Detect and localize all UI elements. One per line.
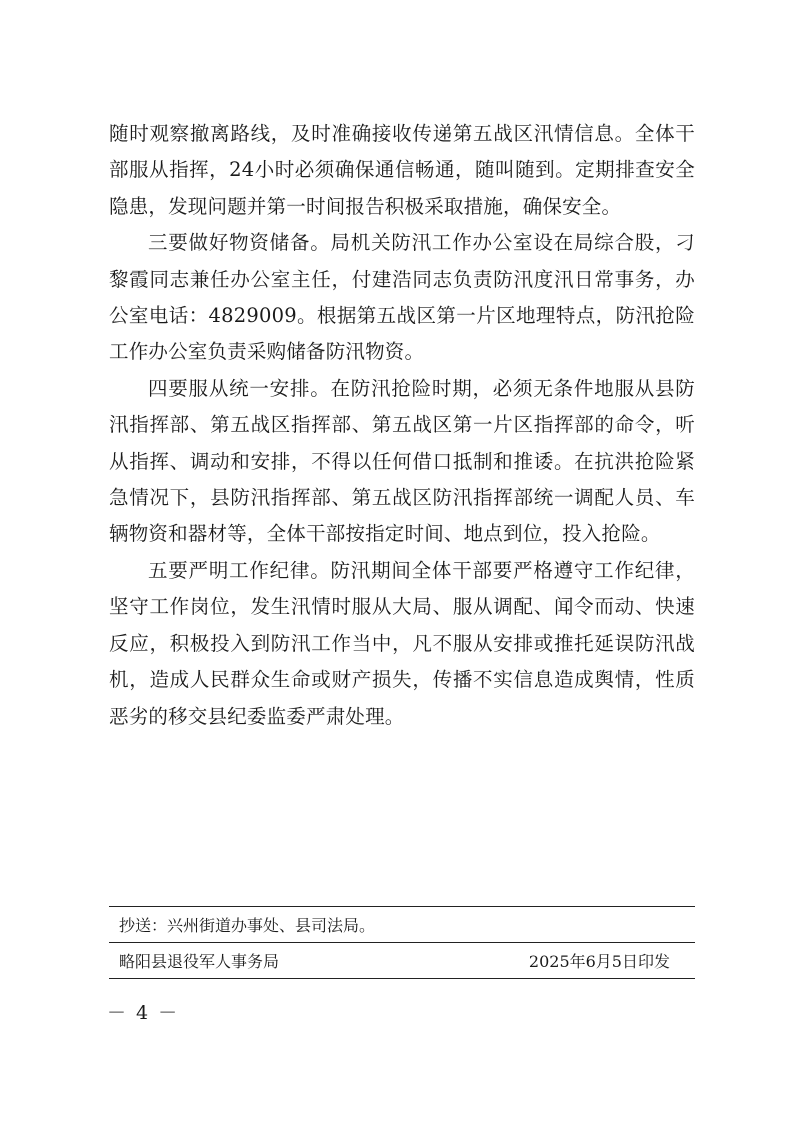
footer-rule-top — [109, 906, 695, 907]
page-number: － 4 － — [107, 1002, 180, 1024]
footer-rule-middle — [109, 942, 695, 943]
document-body — [109, 116, 695, 735]
paragraph-unified-arrangement: 四要服从统一安排。在防汛抢险时期，必须无条件地服从县防汛指挥部、第五战区指挥部、第五战区第一片区指挥部的命令，听从指挥、调动和安排，不得以任何借口抵制和推诿。在抗洪抢险紧急情况下，县防汛指挥部、第五战区防汛指挥部统一调配人员、车辆物资和器材等，全体干部按指定时间、地点到位，投入抢险。 — [109, 376, 695, 546]
cc-recipients: 兴州街道办事处、县司法局。 — [167, 916, 376, 935]
paragraph-work-discipline: 五要严明工作纪律。防汛期间全体干部要严格遵守工作纪律，坚守工作岗位，发生汛情时服从大局、服从调配、闻令而动、快速反应，积极投入到防汛工作当中，凡不服从安排或推托延误防汛战机，造成人民群众生命或财产损失，传播不实信息造成舆情，性质恶劣的移交县纪委监委严肃处理。 — [109, 558, 695, 728]
issuer: 略阳县退役军人事务局 — [119, 952, 280, 971]
cc-line — [119, 914, 375, 938]
footer-rule-bottom — [109, 978, 695, 979]
cc-label: 抄送： — [119, 916, 168, 935]
paragraph-material-reserve: 三要做好物资储备。局机关防汛工作办公室设在局综合股，刁黎霞同志兼任办公室主任，付建浩同志负责防汛度汛日常事务，办公室电话：4829009。根据第五战区第一片区地理特点，防汛抢险工作办公室负责采购储备防汛物资。 — [109, 231, 695, 364]
paragraph-continuation: 随时观察撤离路线，及时准确接收传递第五战区汛情信息。全体干部服从指挥，24小时必须确保通信畅通，随叫随到。定期排查安全隐患，发现问题并第一时间报告积极采取措施，确保安全。 — [109, 122, 695, 218]
issue-date: 2025年6月5日印发 — [528, 952, 670, 971]
